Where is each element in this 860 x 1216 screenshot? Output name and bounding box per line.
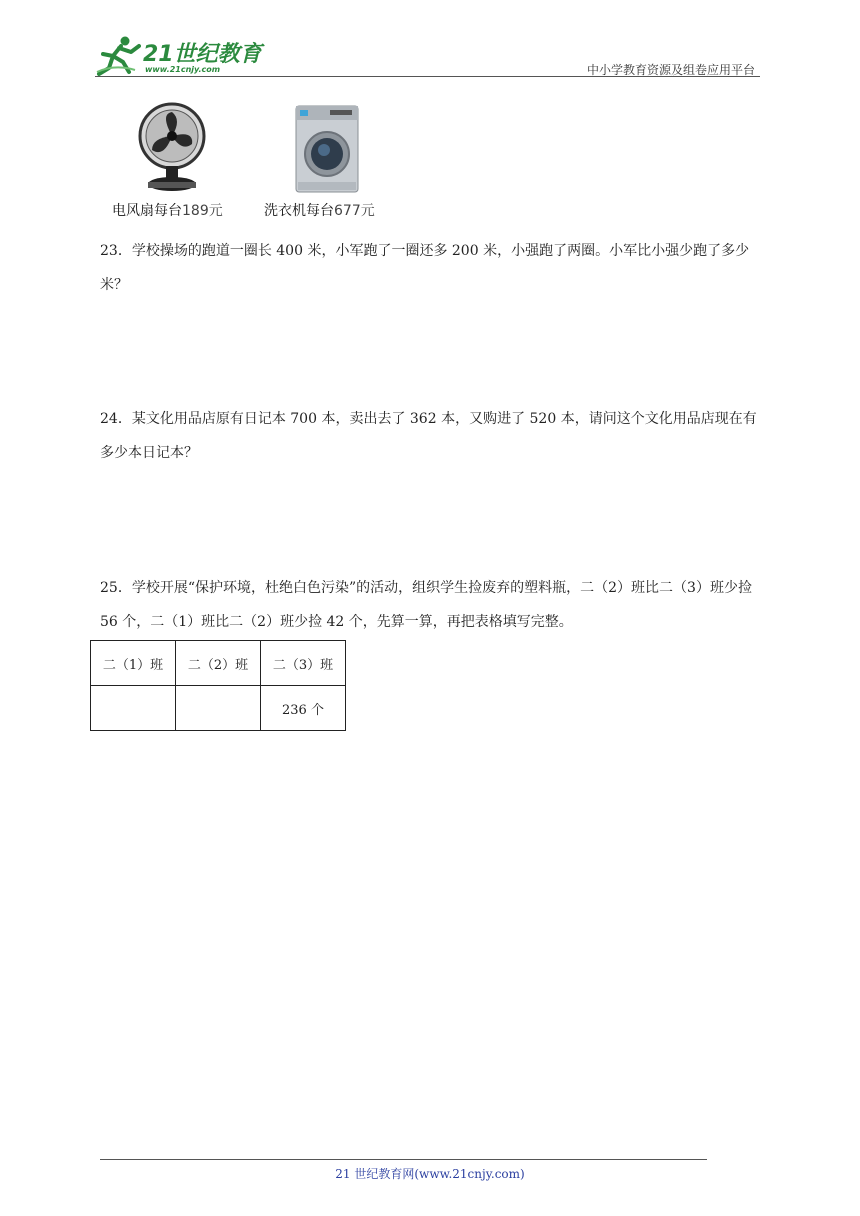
table-cell: 236 个 (261, 686, 346, 731)
washer-name: 洗衣机每台 (264, 203, 334, 219)
table-header-cell: 二（1）班 (91, 641, 176, 686)
fan-price: 189元 (182, 203, 223, 219)
header-divider (95, 76, 760, 77)
question-text: 学校开展“保护环境，杜绝白色污染”的活动，组织学生捡废弃的塑料瓶，二（2）班比二（3）班少捡 56 个，二（1）班比二（2）班少捡 42 个，先算一算，再把表格填写完整。 (100, 580, 752, 630)
question-24 (100, 402, 762, 470)
footer-divider (100, 1159, 707, 1160)
question-number: 24． (100, 411, 132, 427)
question-number: 23． (100, 243, 132, 259)
logo-text: 21世纪教育 (143, 42, 262, 67)
page-header (95, 30, 760, 80)
fan-name: 电风扇每台 (112, 203, 182, 219)
table-header-cell: 二（3）班 (261, 641, 346, 686)
question-text: 学校操场的跑道一圈长 400 米，小军跑了一圈还多 200 米，小强跑了两圈。小军比小强少跑了多少米？ (100, 243, 750, 293)
table-cell-answer[interactable] (91, 686, 176, 731)
table-row (91, 686, 346, 731)
runner-logo-icon (95, 34, 141, 76)
question-25 (100, 571, 762, 639)
footer-text: 21 世纪教育网(www.21cnjy.com) (335, 1167, 525, 1181)
table-header-cell: 二（2）班 (176, 641, 261, 686)
question-23 (100, 234, 762, 302)
fan-caption (112, 200, 230, 220)
platform-name: 中小学教育资源及组卷应用平台 (586, 63, 755, 77)
logo-url: www.21cnjy.com (145, 65, 221, 74)
washer-price: 677元 (334, 203, 375, 219)
washer-caption (264, 200, 375, 220)
logo (95, 34, 265, 76)
answer-table (90, 640, 346, 731)
product-fan (112, 100, 230, 220)
question-number: 25． (100, 580, 132, 596)
question-text: 某文化用品店原有日记本 700 本，卖出去了 362 本，又购进了 520 本，请问这个文化用品店现在有多少本日记本？ (100, 411, 757, 461)
electric-fan-icon (130, 100, 230, 196)
washing-machine-icon (294, 104, 364, 196)
table-header-row (91, 641, 346, 686)
product-washer (264, 104, 375, 220)
table-cell-answer[interactable] (176, 686, 261, 731)
